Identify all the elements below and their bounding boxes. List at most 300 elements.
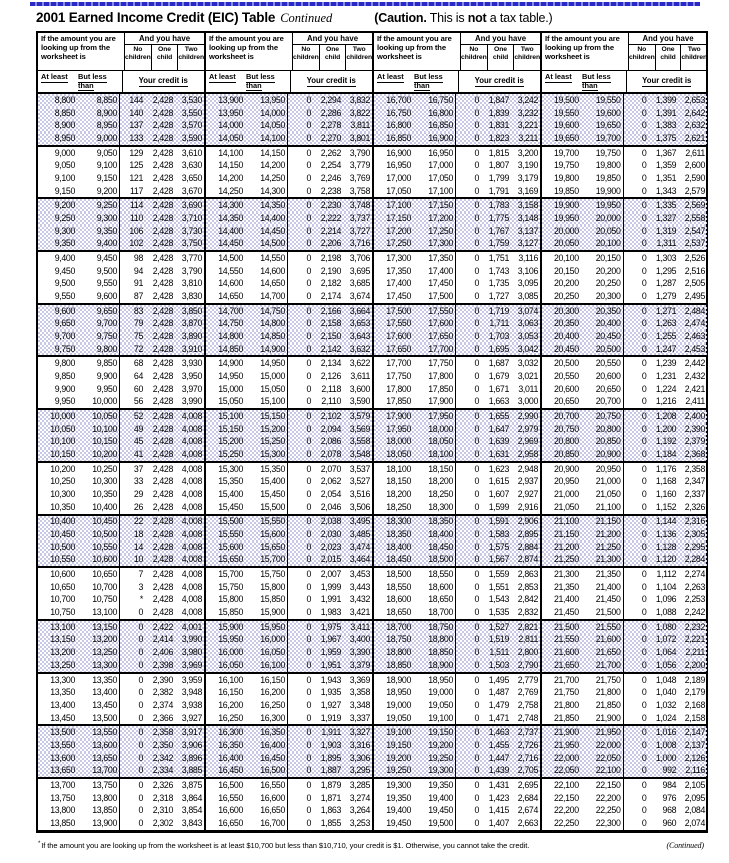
one-child-credit-cell: 1,032 — [655, 699, 677, 710]
at-least-cell: 21,450 — [553, 607, 579, 618]
one-child-credit-cell: 1,551 — [488, 581, 509, 592]
caution-note — [374, 11, 552, 25]
but-less-than-cell: 15,600 — [243, 528, 288, 541]
table-row — [542, 145, 707, 160]
one-child-credit-cell: 2,342 — [152, 752, 173, 763]
but-less-than-cell: 15,450 — [243, 488, 288, 501]
no-children-credit-cell: 0 — [474, 634, 479, 645]
but-less-than-cell: 16,800 — [411, 107, 456, 120]
no-children-credit-cell: 14 — [133, 541, 143, 552]
one-child-credit-cell: 1,743 — [488, 265, 509, 276]
but-less-than-cell: 20,750 — [579, 410, 624, 423]
no-children-credit-cell: 33 — [133, 476, 143, 487]
table-row — [374, 634, 540, 647]
table-row — [38, 475, 204, 488]
no-children-credit-cell: 0 — [474, 423, 479, 434]
two-children-credit-cell: 3,830 — [181, 291, 202, 302]
one-child-credit-cell: 2,158 — [320, 318, 341, 329]
two-children-credit-cell: 3,927 — [181, 712, 202, 723]
but-less-than-cell: 21,950 — [579, 726, 624, 739]
table-row — [38, 185, 204, 198]
at-least-cell: 19,600 — [553, 120, 579, 131]
no-children-credit-cell: 137 — [129, 120, 143, 131]
but-less-than-cell: 21,900 — [579, 712, 624, 725]
no-children-credit-cell: 0 — [474, 621, 479, 632]
but-less-than-cell: 16,850 — [411, 119, 456, 132]
no-children-credit-cell: 0 — [474, 727, 479, 738]
no-children-credit-cell: 0 — [641, 331, 647, 342]
two-children-credit-cell: 3,653 — [349, 318, 370, 329]
no-children-credit-cell: 0 — [306, 529, 311, 540]
no-children-credit-cell: 0 — [474, 581, 479, 592]
one-child-credit-cell: 1,423 — [488, 792, 509, 803]
at-least-cell: 13,500 — [50, 727, 75, 738]
at-least-cell: 16,900 — [386, 147, 411, 158]
no-children-credit-cell: 68 — [133, 358, 143, 369]
no-children-credit-cell: 110 — [130, 212, 143, 223]
no-children-credit-cell: 0 — [474, 200, 479, 211]
at-least-cell: 13,300 — [50, 674, 75, 685]
table-row — [542, 752, 707, 765]
table-row — [374, 724, 540, 739]
but-less-than-cell: 17,300 — [411, 237, 456, 250]
one-child-credit-cell: 2,334 — [152, 765, 173, 776]
table-row — [38, 197, 204, 212]
but-less-than-cell: 19,350 — [411, 779, 456, 792]
two-children-credit-cell: 3,042 — [517, 343, 538, 354]
two-children-credit-cell: 2,769 — [517, 687, 538, 698]
but-less-than-cell: 19,600 — [579, 107, 624, 120]
table-row — [206, 488, 372, 501]
but-less-than-cell: 19,150 — [411, 726, 456, 739]
two-children-credit-cell: 2,242 — [684, 607, 705, 618]
no-children-credit-cell: 0 — [306, 727, 311, 738]
no-children-credit-cell: 0 — [306, 752, 311, 763]
one-child-credit-cell: 2,428 — [152, 476, 173, 487]
one-child-credit-cell: 1,495 — [488, 674, 509, 685]
two-children-credit-cell: 2,274 — [684, 569, 705, 580]
one-child-credit-cell: 1,080 — [655, 621, 677, 632]
at-least-cell: 15,200 — [218, 436, 243, 447]
one-child-credit-cell: 2,270 — [320, 132, 341, 143]
at-least-cell: 16,450 — [218, 765, 243, 776]
page-top-rule — [30, 2, 700, 6]
no-children-credit-cell: 0 — [138, 765, 143, 776]
at-least-cell: 9,000 — [54, 147, 75, 158]
two-children-credit-cell: 2,316 — [684, 516, 705, 527]
at-least-cell: 10,250 — [50, 476, 75, 487]
column-header-no-children: No children — [125, 44, 151, 70]
one-child-credit-cell: 1,487 — [488, 687, 509, 698]
no-children-credit-cell: 0 — [641, 107, 647, 118]
table-row — [38, 448, 204, 461]
but-less-than-cell: 19,300 — [411, 764, 456, 777]
two-children-credit-cell: 2,832 — [517, 607, 538, 618]
group-body — [38, 94, 204, 830]
two-children-credit-cell: 3,810 — [181, 278, 202, 289]
no-children-credit-cell: 102 — [129, 238, 143, 249]
two-children-credit-cell: 3,730 — [181, 225, 202, 236]
no-children-credit-cell: 0 — [138, 699, 143, 710]
but-less-than-cell: 15,200 — [243, 423, 288, 436]
table-row — [374, 107, 540, 120]
no-children-credit-cell: 0 — [641, 607, 647, 618]
but-less-than-cell: 10,150 — [75, 435, 120, 448]
no-children-credit-cell: 0 — [641, 411, 647, 422]
table-row — [38, 303, 204, 318]
table-row — [542, 132, 707, 145]
no-children-credit-cell: 0 — [641, 739, 647, 750]
but-less-than-text: But less than — [78, 72, 107, 90]
but-less-than-cell: 19,050 — [411, 699, 456, 712]
no-children-credit-cell: 0 — [474, 331, 479, 342]
at-least-cell: 19,000 — [386, 699, 411, 710]
table-row — [542, 792, 707, 805]
at-least-cell: 14,300 — [218, 200, 243, 211]
but-less-than-cell: 17,200 — [411, 212, 456, 225]
at-least-cell: 18,250 — [386, 501, 411, 512]
but-less-than-cell: 16,100 — [243, 659, 288, 672]
no-children-credit-cell: 144 — [129, 94, 143, 105]
two-children-credit-cell: 3,948 — [181, 687, 202, 698]
one-child-credit-cell: 1,855 — [320, 817, 341, 828]
but-less-than-cell: 15,900 — [243, 606, 288, 619]
two-children-credit-cell: 2,179 — [684, 687, 705, 698]
but-less-than-cell: 13,450 — [75, 699, 120, 712]
no-children-credit-cell: 0 — [306, 278, 311, 289]
at-least-cell: 15,450 — [218, 501, 243, 512]
two-children-credit-cell: 3,550 — [181, 107, 202, 118]
two-children-credit-cell: 2,958 — [517, 449, 538, 460]
table-row — [374, 237, 540, 250]
one-child-credit-cell: 2,206 — [320, 238, 341, 249]
but-less-than-cell: 18,950 — [411, 674, 456, 687]
but-less-than-cell: 18,250 — [411, 488, 456, 501]
but-less-than-cell: 10,650 — [75, 568, 120, 581]
at-least-cell: 21,050 — [553, 501, 579, 512]
but-less-than-cell: 21,100 — [579, 501, 624, 514]
table-row — [206, 777, 372, 792]
no-children-credit-cell: 10 — [133, 554, 143, 565]
one-child-credit-cell: 2,350 — [152, 739, 173, 750]
two-children-credit-cell: 3,727 — [349, 225, 370, 236]
one-child-credit-cell: 960 — [662, 817, 677, 828]
but-less-than-cell: 9,650 — [75, 305, 120, 318]
no-children-credit-cell: 0 — [306, 147, 311, 158]
but-less-than-cell: 9,300 — [75, 212, 120, 225]
one-child-credit-cell: 1,048 — [655, 674, 677, 685]
table-row — [542, 435, 707, 448]
two-children-credit-cell: 3,242 — [517, 94, 538, 105]
no-children-credit-cell: 0 — [306, 383, 311, 394]
but-less-than-cell: 17,600 — [411, 317, 456, 330]
one-child-credit-cell: 1,503 — [488, 659, 509, 670]
at-least-cell: 21,850 — [553, 712, 579, 723]
at-least-cell: 15,950 — [218, 634, 243, 645]
two-children-credit-cell: 3,379 — [349, 659, 370, 670]
at-least-cell: 14,550 — [218, 265, 243, 276]
two-children-credit-cell: 3,527 — [349, 476, 370, 487]
table-row — [374, 501, 540, 514]
no-children-credit-cell: 0 — [306, 160, 311, 171]
table-row — [38, 804, 204, 817]
table-row — [206, 659, 372, 672]
table-row — [38, 712, 204, 725]
table-row — [542, 370, 707, 383]
two-children-credit-cell: 2,790 — [517, 659, 538, 670]
one-child-credit-cell: 2,238 — [320, 185, 341, 196]
two-children-credit-cell: 4,008 — [181, 554, 202, 565]
column-header-two-children: Two children — [177, 44, 204, 70]
one-child-credit-cell: 1,144 — [655, 516, 677, 527]
two-children-credit-cell: 2,937 — [517, 476, 538, 487]
no-children-credit-cell: 0 — [474, 265, 479, 276]
but-less-than-cell: 20,450 — [579, 330, 624, 343]
no-children-credit-cell: 0 — [641, 529, 647, 540]
but-less-than-cell: 13,550 — [75, 726, 120, 739]
but-less-than-cell: 15,100 — [243, 395, 288, 408]
table-row — [542, 423, 707, 436]
no-children-credit-cell: 0 — [474, 396, 479, 407]
table-row — [38, 488, 204, 501]
table-row — [38, 355, 204, 370]
two-children-credit-cell: 3,748 — [349, 200, 370, 211]
one-child-credit-cell: 1,040 — [655, 687, 677, 698]
table-row — [542, 448, 707, 461]
table-row — [374, 448, 540, 461]
two-children-credit-cell: 3,570 — [181, 120, 202, 131]
at-least-cell: 18,200 — [386, 489, 411, 500]
two-children-credit-cell: 2,642 — [684, 107, 705, 118]
but-less-than-cell: 20,850 — [579, 435, 624, 448]
at-least-cell: 15,050 — [218, 396, 243, 407]
one-child-credit-cell: 2,262 — [320, 147, 341, 158]
two-children-credit-cell: 2,842 — [517, 594, 538, 605]
at-least-cell: 22,200 — [553, 805, 579, 816]
one-child-credit-cell: 2,150 — [320, 331, 341, 342]
no-children-credit-cell: 0 — [641, 659, 647, 670]
one-child-credit-cell: 1,919 — [320, 712, 341, 723]
at-least-cell: 14,500 — [218, 253, 243, 263]
at-least-cell: 9,750 — [54, 343, 75, 354]
table-row — [38, 395, 204, 408]
one-child-credit-cell: 2,166 — [320, 305, 341, 316]
table-row — [542, 277, 707, 290]
two-children-credit-cell: 4,008 — [181, 476, 202, 487]
no-children-credit-cell: 0 — [474, 659, 479, 670]
table-row — [374, 554, 540, 567]
column-header-no-children: No children — [461, 44, 487, 70]
at-least-cell: 14,200 — [218, 172, 243, 183]
two-children-credit-cell: 3,337 — [349, 712, 370, 723]
table-row — [206, 265, 372, 278]
one-child-credit-cell: 1,815 — [488, 147, 509, 158]
one-child-credit-cell: 2,428 — [152, 541, 173, 552]
two-children-credit-cell: 3,843 — [181, 817, 202, 828]
at-least-cell: 19,050 — [386, 712, 411, 723]
two-children-credit-cell: 3,264 — [349, 805, 370, 816]
at-least-cell: 16,150 — [218, 687, 243, 698]
but-less-than-cell: 22,150 — [579, 779, 624, 792]
two-children-credit-cell: 2,095 — [684, 792, 705, 803]
table-row — [374, 317, 540, 330]
two-children-credit-cell: 3,211 — [518, 132, 538, 143]
one-child-credit-cell: 1,056 — [655, 659, 677, 670]
no-children-credit-cell: 0 — [641, 318, 647, 329]
two-children-credit-cell: 3,670 — [181, 185, 202, 196]
two-children-credit-cell: 3,506 — [349, 501, 370, 512]
no-children-credit-cell: 64 — [133, 371, 143, 382]
no-children-credit-cell: 79 — [133, 318, 143, 329]
one-child-credit-cell: 2,428 — [152, 147, 173, 158]
one-child-credit-cell: 1,407 — [488, 817, 509, 828]
at-least-cell: 17,950 — [386, 423, 411, 434]
but-less-than-cell: 16,500 — [243, 764, 288, 777]
no-children-credit-cell: 0 — [641, 712, 647, 723]
table-row — [206, 237, 372, 250]
no-children-credit-cell: 0 — [474, 805, 479, 816]
but-less-than-cell: 15,750 — [243, 568, 288, 581]
at-least-cell: 13,600 — [50, 752, 75, 763]
one-child-credit-cell: 2,428 — [152, 278, 173, 289]
two-children-credit-cell: 3,875 — [181, 779, 202, 790]
one-child-credit-cell: 1,184 — [655, 449, 677, 460]
no-children-credit-cell: 0 — [306, 792, 311, 803]
one-child-credit-cell: 2,428 — [152, 423, 173, 434]
two-children-credit-cell: 2,390 — [684, 423, 705, 434]
but-less-than-cell: 13,300 — [75, 659, 120, 672]
two-children-credit-cell: 3,864 — [181, 792, 202, 803]
two-children-credit-cell: 2,147 — [684, 727, 705, 738]
no-children-credit-cell: 0 — [306, 358, 311, 369]
at-least-cell: 10,400 — [50, 516, 75, 527]
at-least-cell: 16,000 — [218, 647, 243, 658]
table-row — [374, 132, 540, 145]
table-row — [206, 408, 372, 423]
table-row — [542, 659, 707, 672]
at-least-cell: 9,050 — [54, 160, 75, 171]
but-less-than-cell: 20,550 — [579, 357, 624, 370]
but-less-than-cell: 18,150 — [411, 463, 456, 476]
group-header-top — [542, 33, 707, 70]
at-least-cell: 10,600 — [50, 569, 75, 580]
at-least-cell: 10,000 — [50, 411, 75, 422]
two-children-credit-cell: 3,910 — [181, 343, 202, 354]
children-header — [629, 33, 707, 70]
but-less-than-cell: 17,650 — [411, 330, 456, 343]
table-row — [38, 290, 204, 303]
no-children-credit-cell: 125 — [129, 160, 143, 171]
table-row — [206, 646, 372, 659]
at-least-cell: 14,150 — [218, 160, 243, 171]
two-children-credit-cell: 2,569 — [684, 200, 705, 211]
at-least-cell: 21,750 — [553, 687, 579, 698]
footnote-continued: (Continued) — [666, 841, 704, 850]
at-least-cell: 8,950 — [54, 132, 75, 143]
but-less-than-cell: 21,650 — [579, 646, 624, 659]
at-least-cell: 17,350 — [386, 265, 411, 276]
two-children-credit-cell: 2,305 — [684, 529, 705, 540]
one-child-credit-cell: 1,719 — [488, 305, 509, 316]
at-least-cell: 15,650 — [218, 554, 243, 565]
one-child-credit-cell: 2,428 — [152, 516, 173, 527]
at-least-cell: 20,800 — [553, 436, 579, 447]
one-child-credit-cell: 2,428 — [152, 120, 173, 131]
no-children-credit-cell: 0 — [138, 739, 143, 750]
table-row — [206, 606, 372, 619]
two-children-credit-cell: 3,870 — [181, 318, 202, 329]
but-less-than-cell: 15,300 — [243, 448, 288, 461]
no-children-credit-cell: 0 — [474, 172, 479, 183]
one-child-credit-cell: 2,428 — [152, 94, 173, 105]
but-less-than-cell: 18,650 — [411, 594, 456, 607]
but-less-than-cell: 10,050 — [75, 410, 120, 423]
one-child-credit-cell: 1,024 — [655, 712, 677, 723]
table-row — [542, 355, 707, 370]
no-children-credit-cell: 26 — [133, 501, 143, 512]
no-children-credit-cell: 0 — [641, 516, 647, 527]
no-children-credit-cell: 0 — [474, 541, 479, 552]
two-children-credit-cell: 3,516 — [349, 489, 370, 500]
but-less-than-cell: 10,550 — [75, 541, 120, 554]
at-least-cell: 10,750 — [50, 607, 75, 618]
one-child-credit-cell: 2,246 — [320, 172, 341, 183]
table-row — [542, 501, 707, 514]
one-child-credit-cell: 2,054 — [320, 489, 341, 500]
two-children-credit-cell: 3,548 — [349, 449, 370, 460]
amount-lookup-label: If the amount you are looking up from the worksheet is — [542, 33, 629, 70]
but-less-than-cell: 16,900 — [411, 132, 456, 145]
no-children-credit-cell: 0 — [306, 699, 311, 710]
your-credit-is-label — [627, 71, 708, 92]
but-less-than-cell: 14,700 — [243, 290, 288, 303]
two-children-credit-cell: 3,822 — [349, 107, 370, 118]
table-row — [374, 383, 540, 396]
one-child-credit-cell: 1,623 — [488, 463, 509, 474]
at-least-cell: 9,550 — [54, 291, 75, 302]
table-row — [542, 634, 707, 647]
two-children-credit-cell: 4,008 — [181, 489, 202, 500]
two-children-credit-cell: 3,737 — [349, 212, 370, 223]
no-children-credit-cell: 0 — [474, 463, 479, 474]
one-child-credit-cell: 1,192 — [655, 436, 677, 447]
but-less-than-cell: 17,850 — [411, 383, 456, 396]
but-less-than-cell: 10,700 — [75, 581, 120, 594]
two-children-credit-cell: 3,706 — [349, 253, 370, 263]
table-row — [374, 739, 540, 752]
one-child-credit-cell: 2,366 — [152, 712, 173, 723]
table-row — [38, 777, 204, 792]
two-children-credit-cell: 3,063 — [517, 318, 538, 329]
one-child-credit-cell: 1,471 — [488, 712, 509, 723]
two-children-credit-cell: 2,421 — [684, 383, 705, 394]
table-row — [206, 764, 372, 777]
group-body — [374, 94, 540, 830]
but-less-than-cell: 14,300 — [243, 185, 288, 198]
but-less-than-cell: 18,400 — [411, 528, 456, 541]
table-row — [374, 408, 540, 423]
at-least-cell: 20,350 — [553, 318, 579, 329]
at-least-cell: 20,900 — [553, 463, 579, 474]
one-child-credit-cell: 2,254 — [320, 160, 341, 171]
table-row — [206, 739, 372, 752]
but-less-than-cell: 8,900 — [75, 107, 120, 120]
table-row — [374, 159, 540, 172]
but-less-than-cell: 15,550 — [243, 516, 288, 529]
table-row — [542, 317, 707, 330]
one-child-credit-cell: 984 — [662, 779, 677, 790]
at-least-cell: 8,900 — [54, 120, 75, 131]
